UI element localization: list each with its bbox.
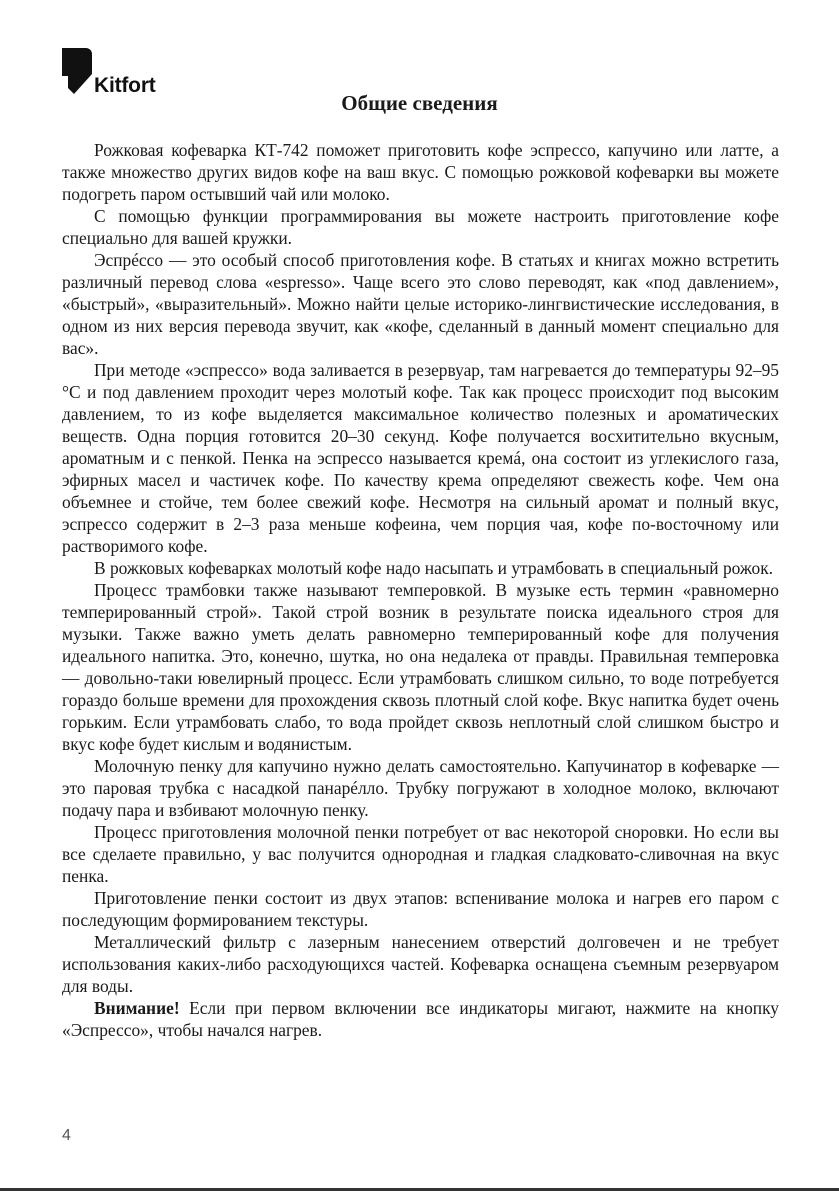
- warning-label: Внимание!: [94, 998, 180, 1018]
- paragraph: Процесс приготовления молочной пенки потребует от вас некоторой сноровки. Но если вы все сделаете правильно, у вас получится однородная и гладкая сладковато-сливочная на вкус пенка.: [62, 822, 779, 886]
- warning-paragraph: [62, 997, 779, 1041]
- page-number: 4: [62, 1127, 71, 1144]
- brand-name: Kitfort: [94, 74, 156, 97]
- brand-logo: [62, 48, 156, 96]
- paragraph: Металлический фильтр с лазерным нанесением отверстий долговечен и не требует использования каких-либо расходующихся частей. Кофеварка оснащена съемным резервуаром для воды.: [62, 932, 779, 996]
- kitfort-logo-icon: [62, 48, 92, 96]
- paragraph: Эспрéссо — это особый способ приготовления кофе. В статьях и книгах можно встретить различный перевод слова «espresso». Чаще всего это слово переводят, как «под давлением», «быстрый», «выразительный». Можно найти целые историко-лингвистические исследования, в одном из них версия перевода звучит, как «кофе, сделанный в данный момент специально для вас».: [62, 250, 779, 358]
- warning-text: Если при первом включении все индикаторы мигают, нажмите на кнопку «Эспрессо», чтобы начался нагрев.: [62, 998, 779, 1040]
- body-text: [62, 139, 779, 1041]
- paragraph: Молочную пенку для капучино нужно делать самостоятельно. Капучинатор в кофеварке — это паровая трубка с насадкой панарéлло. Трубку погружают в холодное молоко, включают подачу пара и взбивают молочную пенку.: [62, 756, 779, 820]
- paragraph: С помощью функции программирования вы можете настроить приготовление кофе специально для вашей кружки.: [62, 206, 779, 248]
- page-title: Общие сведения: [341, 91, 498, 115]
- paragraph: В рожковых кофеварках молотый кофе надо насыпать и утрамбовать в специальный рожок.: [94, 558, 773, 578]
- paragraph: При методе «эспрессо» вода заливается в резервуар, там нагревается до температуры 92–95 °C и под давлением проходит через молотый кофе. Так как процесс происходит под высоким давлением, то из кофе выделяется максимальное количество полезных и ароматических веществ. Одна порция готовится 20–30 секунд. Кофе получается восхитительно вкусным, ароматным и с пенкой. Пенка на эспрессо называется кремá, она состоит из углекислого газа, эфирных масел и частичек кофе. По качеству крема определяют свежесть кофе. Чем она объемнее и стойче, тем более свежий кофе. Несмотря на сильный аромат и полный вкус, эспрессо содержит в 2–3 раза меньше кофеина, чем порция чая, кофе по-восточному или растворимого кофе.: [62, 360, 779, 556]
- paragraph: Рожковая кофеварка КТ-742 поможет приготовить кофе эспрессо, капучино или латте, а также множество других видов кофе на ваш вкус. С помощью рожковой кофеварки вы можете подогреть паром остывший чай или молоко.: [62, 140, 779, 204]
- paragraph: Процесс трамбовки также называют темперовкой. В музыке есть термин «равномерно темперированный строй». Такой строй возник в результате поиска идеального строя для музыки. Также важно уметь делать равномерно темперированный кофе для получения идеального напитка. Это, конечно, шутка, но она недалека от правды. Правильная темперовка — довольно-таки ювелирный процесс. Если утрамбовать слишком сильно, то воде потребуется гораздо больше времени для прохождения сквозь плотный слой кофе. Вкус напитка будет очень горьким. Если утрамбовать слабо, то вода пройдет сквозь неплотный слой слишком быстро и вкус кофе будет кислым и водянистым.: [62, 580, 779, 754]
- paragraph: Приготовление пенки состоит из двух этапов: вспенивание молока и нагрев его паром с последующим формированием текстуры.: [62, 888, 779, 930]
